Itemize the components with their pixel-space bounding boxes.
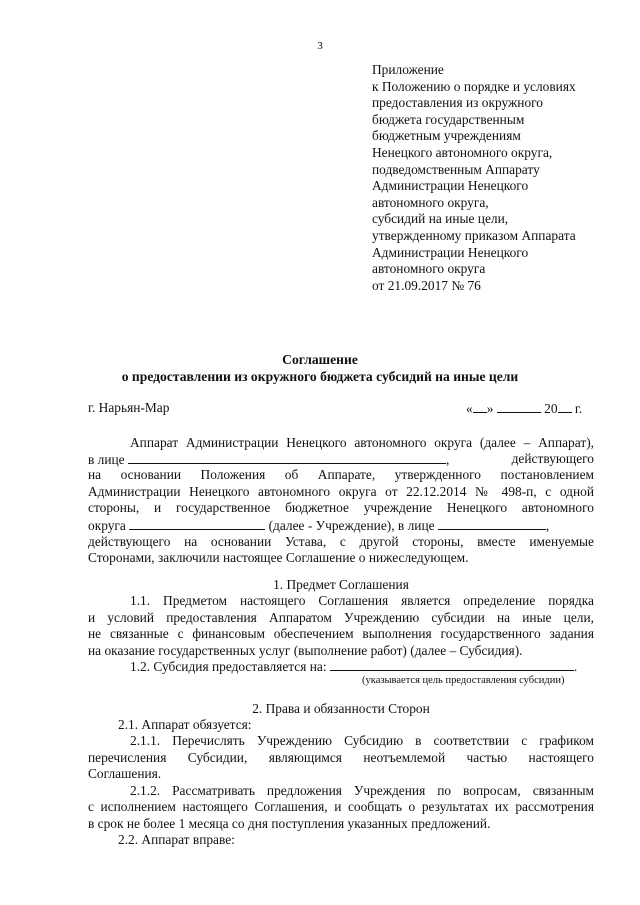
appendix-line: бюджетным учреждениям <box>372 128 521 144</box>
clause-1-1-line-2: и условий предоставления Аппаратом Учреждению субсидии на иные цели, <box>88 610 594 625</box>
month-blank <box>497 400 541 413</box>
clause-2-1-2-line-3: в срок не более 1 месяца со дня поступления указанных предложений. <box>88 816 491 831</box>
page-number: 3 <box>317 40 323 52</box>
clause-1-1-line-1: 1.1. Предметом настоящего Соглашения является определение порядка <box>130 593 594 608</box>
subsidy-purpose-note: (указывается цель предоставления субсидии) <box>362 675 565 686</box>
clause-1-1-line-3: не связанные с финансовым обеспечением выполнения государственного задания <box>88 626 594 641</box>
date-quote-close: » <box>486 401 494 416</box>
clause-2-1-1-line-1: 2.1.1. Перечислять Учреждению Субсидию в соответствии с графиком <box>130 733 594 748</box>
section-1-heading: 1. Предмет Соглашения <box>273 577 409 592</box>
institution-representative-blank <box>438 517 546 530</box>
appendix-line: Администрации Ненецкого <box>372 244 529 260</box>
clause-2-1-2-line-2: с исполнением настоящего Соглашения, и сообщать о результатах их рассмотрения <box>88 799 594 814</box>
intro-line-6 <box>88 517 594 535</box>
clause-2-1-1-line-2: перечисления Субсидии, являющимся неотъемлемой частью настоящего <box>88 750 594 765</box>
year-prefix: 20 <box>544 401 558 416</box>
appendix-line: подведомственным Аппарату <box>372 161 540 177</box>
appendix-block <box>372 62 622 294</box>
clause-2-2: 2.2. Аппарат вправе: <box>118 832 235 847</box>
clause-1-2-period: . <box>573 659 578 674</box>
intro-line-1: Аппарат Администрации Ненецкого автономного округа (далее – Аппарат), <box>130 435 594 450</box>
date-template <box>466 400 582 418</box>
year-suffix: г. <box>574 401 583 416</box>
subsidy-purpose-blank <box>330 658 574 671</box>
document-title: Соглашение <box>282 352 358 367</box>
appendix-line: автономного округа, <box>372 194 489 210</box>
intro-in-person: в лице <box>88 452 125 467</box>
appendix-line: Администрации Ненецкого <box>372 178 529 194</box>
clause-2-1: 2.1. Аппарат обязуется: <box>118 717 252 732</box>
intro-institution: (далее - Учреждение), в лице <box>268 518 435 533</box>
clause-2-1-2-line-1: 2.1.2. Рассматривать предложения Учреждения по вопросам, связанным <box>130 783 594 798</box>
day-blank <box>473 400 487 413</box>
intro-line-2 <box>88 451 594 469</box>
appendix-line: автономного округа <box>372 261 486 277</box>
intro-line-8: Сторонами, заключили настоящее Соглашение о нижеследующем. <box>88 550 469 565</box>
intro-line-3: на основании Положения об Аппарате, утвержденного постановлением <box>88 467 594 482</box>
date-quote-open: « <box>466 401 473 416</box>
intro-comma: , <box>446 452 450 467</box>
appendix-line: от 21.09.2017 № 76 <box>372 277 481 293</box>
section-2-heading: 2. Права и обязанности Сторон <box>252 701 430 716</box>
document-subtitle: о предоставлении из окружного бюджета субсидий на иные цели <box>121 369 519 384</box>
intro-acting: действующего <box>511 451 594 466</box>
appendix-line: субсидий на иные цели, <box>372 211 509 227</box>
intro-line-7: действующего на основании Устава, с другой стороны, вместе именуемые <box>88 534 594 549</box>
intro-okrug: округа <box>88 518 126 533</box>
intro-line-5: стороны, и государственное бюджетное учреждение Ненецкого автономного <box>88 500 594 515</box>
institution-blank <box>129 517 265 530</box>
appendix-line: предоставления из окружного <box>372 95 543 111</box>
appendix-line: к Положению о порядке и условиях <box>372 78 576 94</box>
clause-1-2-text: 1.2. Субсидия предоставляется на: <box>130 659 327 674</box>
intro-line-4: Администрации Ненецкого автономного округа от 22.12.2014 № 498-п, с одной <box>88 484 594 499</box>
appendix-line: Ненецкого автономного округа, <box>372 144 553 160</box>
appendix-line: бюджета государственным <box>372 111 525 127</box>
year-blank <box>558 400 572 413</box>
representative-blank <box>128 451 446 464</box>
clause-1-1-line-4: на оказание государственных услуг (выполнение работ) (далее – Субсидия). <box>88 643 523 658</box>
appendix-line: Приложение <box>372 62 444 77</box>
clause-2-1-1-line-3: Соглашения. <box>88 766 162 781</box>
appendix-line: утвержденному приказом Аппарата <box>372 227 576 243</box>
place-of-signing: г. Нарьян-Мар <box>88 400 170 415</box>
intro-comma-2: , <box>545 518 550 533</box>
